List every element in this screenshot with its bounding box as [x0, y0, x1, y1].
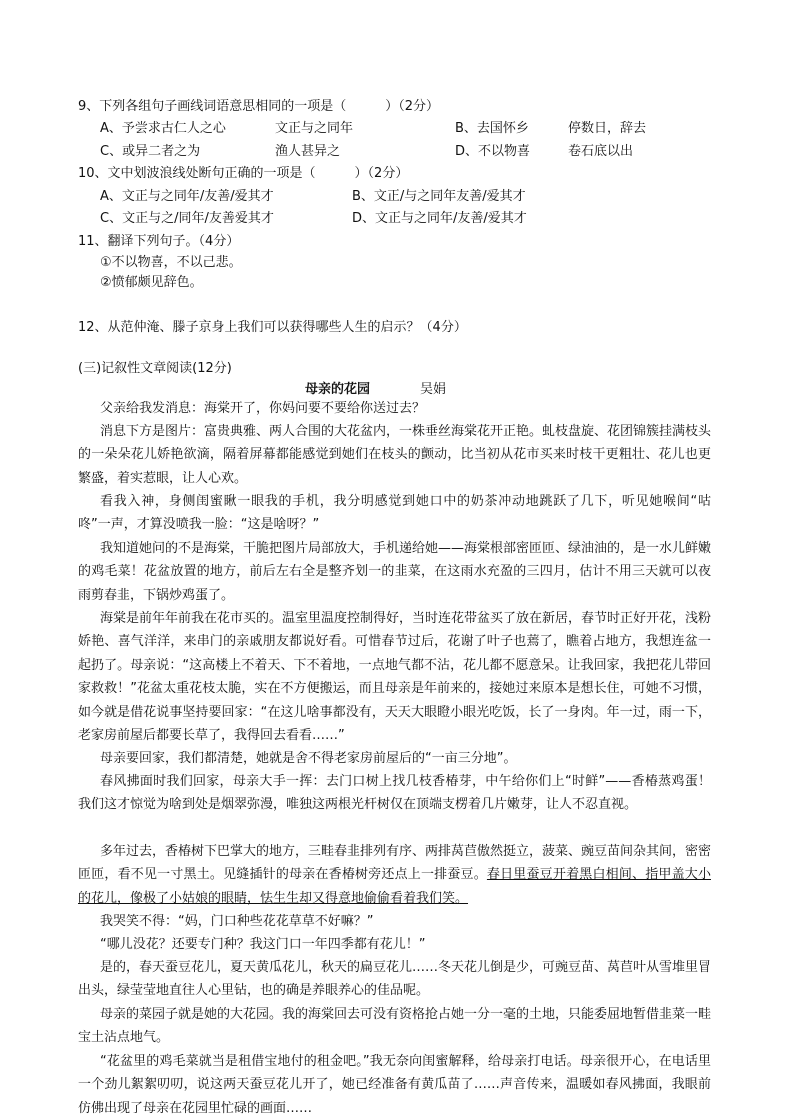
q10-stem: 10、文中划波浪线处断句正确的一项是（ ）（2分）	[78, 166, 409, 181]
passage-paragraph	[78, 840, 711, 910]
passage-paragraph: 海棠是前年年前我在花市买的。温室里温度控制得好，当时连花带盆买了放在新居，春节时正好开花，浅粉娇艳、喜气洋洋，来串门的亲戚朋友都说好看。可惜春节过后，花谢了叶子也蔫了，瞧着占地方，我想连盆一起扔了。母亲说：“这高楼上不着天、下不着地，一点地气都不沾，花儿都不愿意呆。让我回家，我把花儿带回家救救！”花盆太重花枝太脆，实在不方便搬运，而且母亲是年前来的，接她过来原本是想长住，可她不习惯，如今就是借花说事坚持要回家：“在这儿啥事都没有，天天大眼瞪小眼光吃饭，长了一身肉。年一过，雨一下，老家房前屋后都要长草了，我得回去看看……”	[78, 611, 712, 744]
passage-paragraph: 是的，春天蚕豆花儿，夏天黄瓜花儿，秋天的扁豆花儿……冬天花儿倒是少，可豌豆苗、莴苣叶从雪堆里冒出头，绿莹莹地直往人心里钻，也的确是养眼养心的佳品呢。	[78, 960, 712, 999]
q10-option-c: C、文正与之/同年/友善爱其才	[100, 211, 274, 226]
q9-option-d-right: 卷石底以出	[568, 144, 634, 159]
q10-option-b: B、文正/与之同年友善/爱其才	[352, 189, 526, 204]
passage-author: 吴娟	[420, 382, 447, 397]
q9-stem: 9、下列各组句子画线词语意思相同的一项是（ ）（2分）	[78, 99, 440, 114]
q9-option-a-left: A、予尝求古仁人之心	[100, 121, 226, 136]
passage-text: 多年过去，香椿树下巴掌大的地方，三畦春韭排列有序、两排莴苣傲然挺立，菠菜、豌豆苗间杂其间，密密匝匝，看不见一寸黑土。见缝插针的母亲在香椿树旁还点上一排蚕豆。	[78, 844, 712, 883]
passage-paragraph: 看我入神，身侧闺蜜瞅一眼我的手机，我分明感觉到她口中的奶茶冲动地跳跃了几下，听见她喉间“咕咚”一声，才算没喷我一脸：“这是啥呀？”	[78, 494, 711, 533]
passage-paragraph: 我知道她问的不是海棠，干脆把图片局部放大，手机递给她——海棠根部密匝匝、绿油油的，是一水儿鲜嫩的鸡毛菜！花盆放置的地方，前后左右全是整齐划一的韭菜，在这雨水充盈的三四月，估计不用三天就可以夜雨剪春韭，下锅炒鸡蛋了。	[78, 541, 712, 603]
q10-option-a: A、文正与之同年/友善/爱其才	[100, 189, 274, 204]
passage-paragraph: “花盆里的鸡毛菜就当是租借宝地付的租金吧。”我无奈向闺蜜解释，给母亲打电话。母亲很开心，在电话里一个劲儿絮絮叨叨，说这两天蚕豆花儿开了，她已经准备有黄瓜苗了……声音传来，温暖如春风拂面，我眼前仿佛出现了母亲在花园里忙碌的画面……	[78, 1054, 711, 1116]
q10-option-d: D、文正与之同年/友善/爱其才	[352, 211, 527, 226]
passage-paragraph: “哪儿没花？还要专门种？我这门口一年四季都有花儿！”	[100, 937, 426, 952]
passage-paragraph: 消息下方是图片：富贵典雅、两人合围的大花盆内，一株垂丝海棠花开正艳。虬枝盘旋、花团锦簇挂满枝头的一朵朵花儿娇艳欲滴，隔着屏幕都能感觉到她们在枝头的颤动，比当初从花市买来时枝干更粗壮、花儿也更繁盛，着实惹眼，让人心欢。	[78, 424, 712, 486]
q9-option-d-left: D、不以物喜	[455, 144, 531, 159]
passage-paragraph: 我哭笑不得：“妈，门口种些花花草草不好嘛？”	[100, 914, 374, 929]
q9-option-a-right: 文正与之同年	[275, 121, 354, 136]
underlined-sentence: 春日里蚕豆开着黑白相间、指甲盖大小的花儿，像极了小姑娘的眼睛，怯生生却又得意地偷偷看着我们笑。	[78, 867, 711, 906]
passage-title: 母亲的花园	[305, 382, 371, 397]
q11-sentence-1: ①不以物喜，不以己悲。	[100, 255, 242, 270]
q9-option-b-left: B、去国怀乡	[455, 121, 529, 136]
passage-paragraph: 母亲要回家，我们都清楚，她就是舍不得老家房前屋后的“一亩三分地”。	[100, 751, 517, 766]
q9-option-c-right: 渔人甚异之	[275, 144, 341, 159]
q12-stem: 12、从范仲淹、滕子京身上我们可以获得哪些人生的启示？（4分）	[78, 320, 467, 335]
passage-paragraph: 母亲的菜园子就是她的大花园。我的海棠回去可没有资格抢占她一分一毫的土地，只能委屈地暂借韭菜一畦宝土沾点地气。	[78, 1007, 712, 1046]
section-heading: (三)记叙性文章阅读(12分)	[78, 361, 232, 376]
q9-option-c-left: C、或异二者之为	[100, 144, 201, 159]
q11-sentence-2: ②愤郁颇见辞色。	[100, 275, 203, 290]
passage-paragraph: 父亲给我发消息：海棠开了，你妈问要不要给你送过去？	[100, 401, 426, 416]
q11-stem: 11、翻译下列句子。（4分）	[78, 234, 240, 249]
passage-paragraph: 春风拂面时我们回家，母亲大手一挥：去门口树上找几枝香椿芽，中午给你们上“时鲜”——香椿蒸鸡蛋！我们这才惊觉为啥到处是烟翠弥漫，唯独这两根光杆树仅在顶端支楞着几片嫩芽，让人不忍直视。	[78, 774, 711, 813]
q9-option-b-right: 停数日，辞去	[568, 121, 647, 136]
